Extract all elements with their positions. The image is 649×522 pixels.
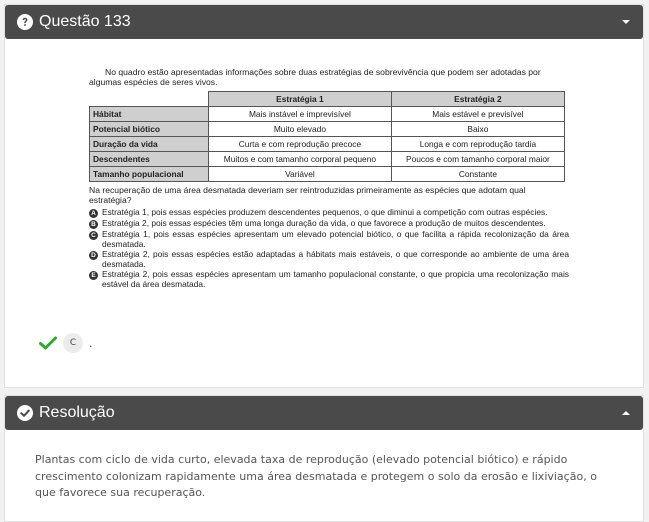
option-e [89,270,569,289]
question-title: Questão 133 [39,13,131,30]
table-header-row [90,92,565,107]
table-row [90,167,565,182]
option-text: Estratégia 2, pois essas espécies apresentam um tamanho populacional constante, o que propicia uma recolonização mais estável da área desmatada. [102,269,569,289]
cell-strategy-1: Muito elevado [209,122,392,137]
cell-strategy-1: Variável [209,167,392,182]
row-label: Hábitat [90,107,209,122]
row-label: Descendentes [90,152,209,167]
row-label: Tamanho populacional [90,167,209,182]
option-letter-badge: E [89,271,98,280]
cell-strategy-2: Longa e com reprodução tardia [391,137,564,152]
table-row [90,152,565,167]
caret-down-icon[interactable] [619,17,633,27]
option-text: Estratégia 1, pois essas espécies apresentam um elevado potencial biótico, o que facilita a rápida recolonização da área desmatada. [102,229,569,249]
option-text: Estratégia 2, pois essas espécies estão adaptadas a hábitats mais estáveis, o que corresponde ao ambiente de uma área desmatada. [102,249,569,269]
option-d [89,250,569,269]
checkmark-icon [39,336,57,350]
row-label: Potencial biótico [90,122,209,137]
table-row [90,107,565,122]
question-circle-icon [17,14,33,30]
cell-strategy-2: Constante [391,167,564,182]
cell-strategy-2: Poucos e com tamanho corporal maior [391,152,564,167]
option-letter-badge: A [89,209,98,218]
resolution-panel [4,395,644,522]
row-label: Duração da vida [90,137,209,152]
cell-strategy-1: Muitos e com tamanho corporal pequeno [209,152,392,167]
question-intro: No quadro estão apresentadas informações sobre duas estratégias de sobrevivência que podem ser adotadas por algumas espécies de seres vivos. [89,67,541,87]
resolution-title: Resolução [39,404,115,421]
option-letter-badge: C [89,231,98,240]
question-content [89,67,569,291]
check-circle-icon [17,405,33,421]
cell-strategy-1: Curta e com reprodução precoce [209,137,392,152]
option-c [89,230,569,249]
table-header-strategy-1: Estratégia 1 [209,92,392,107]
answer-letter: C [63,333,83,353]
answer-row [39,333,93,353]
strategy-table [89,91,565,182]
option-b [89,219,569,229]
caret-up-icon[interactable] [619,408,633,418]
question-panel-header[interactable] [5,5,643,39]
resolution-panel-header[interactable] [5,396,643,430]
table-row [90,122,565,137]
cell-strategy-1: Mais instável e imprevisível [209,107,392,122]
resolution-text: Plantas com ciclo de vida curto, elevada taxa de reprodução (elevado potencial biótico) e rápido crescimento colonizam rapidamente uma área desmatada e protegem o solo da erosão e lixiviação, o que favorece sua recuperação. [35,453,597,499]
option-text: Estratégia 1, pois essas espécies produzem descendentes pequenos, o que diminui a competição com outras espécies. [102,207,548,217]
table-corner [90,92,209,107]
option-letter-badge: D [89,251,98,260]
question-stem: Na recuperação de uma área desmatada deveriam ser reintroduzidas primeiramente as espécies que adotam qual estratégia? [89,185,526,205]
cell-strategy-2: Mais estável e previsível [391,107,564,122]
cell-strategy-2: Baixo [391,122,564,137]
option-text: Estratégia 2, pois essas espécies têm uma longa duração da vida, o que favorece a produção de muitos descendentes. [102,218,546,228]
option-letter-badge: B [89,220,98,229]
option-a [89,208,569,218]
table-row [90,137,565,152]
question-panel [4,4,644,388]
table-header-strategy-2: Estratégia 2 [391,92,564,107]
answer-suffix: . [89,336,93,350]
